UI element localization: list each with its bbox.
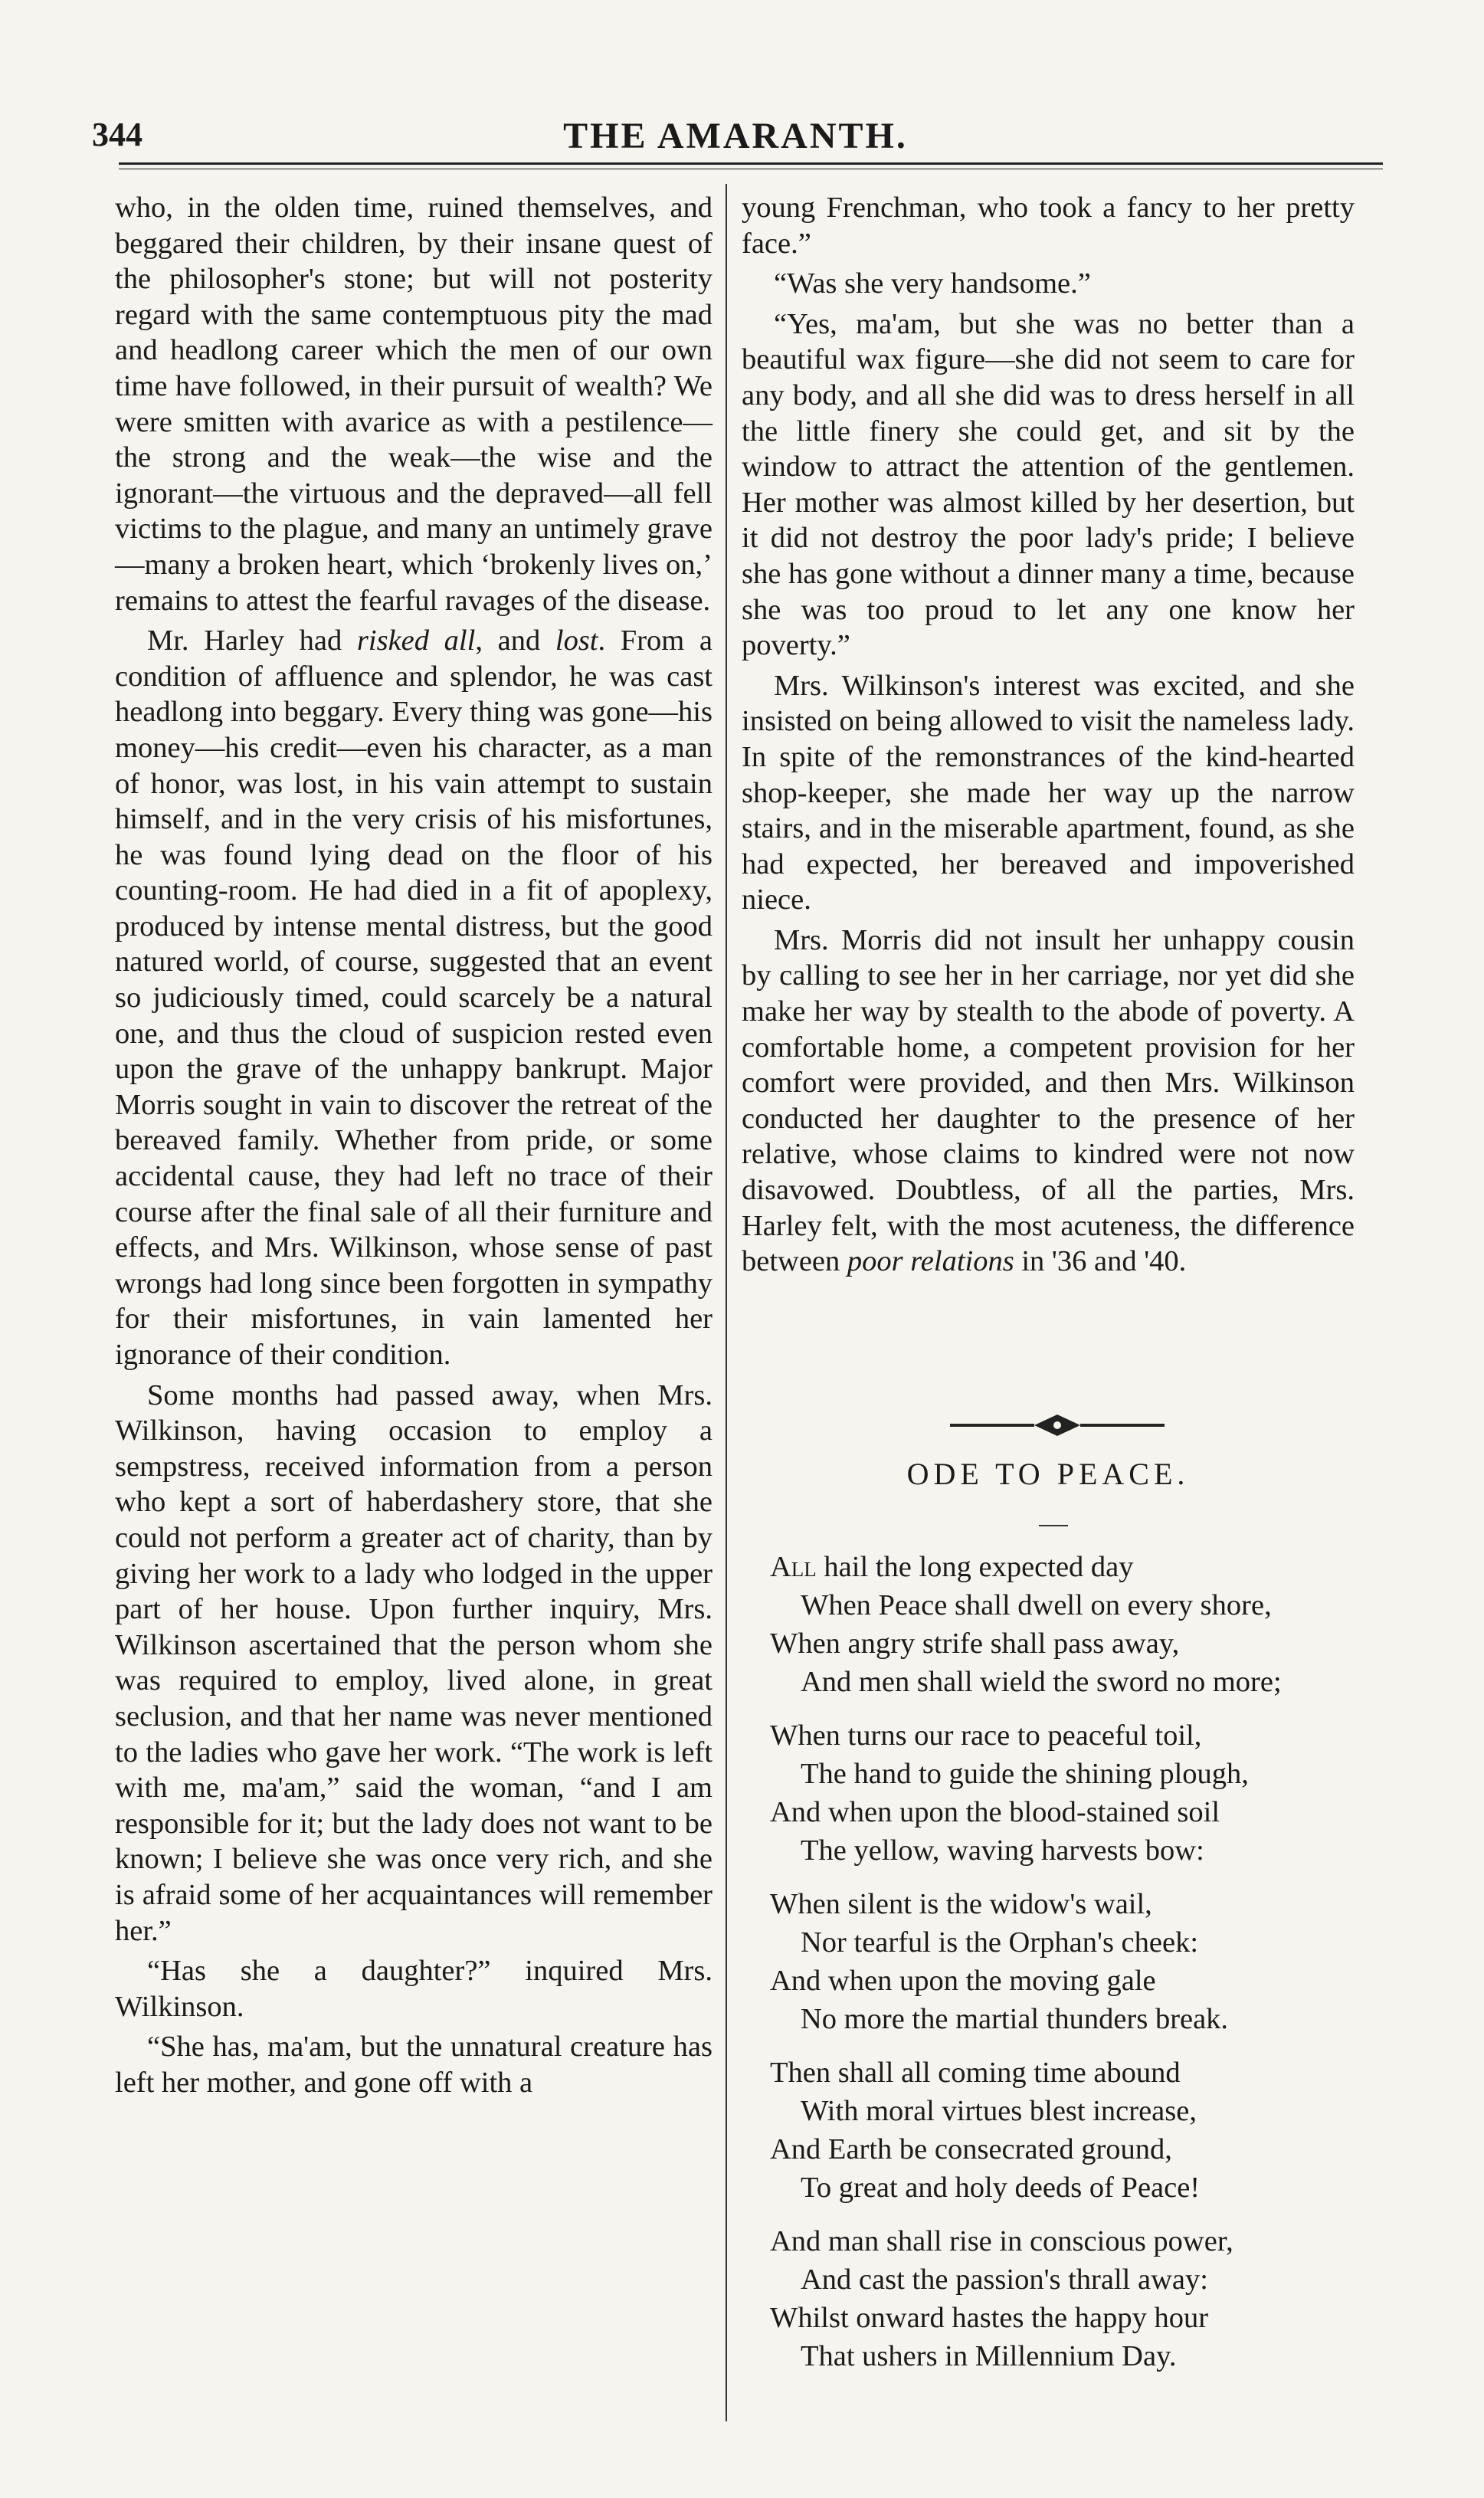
poem-line: When Peace shall dwell on every shore, [801,1589,1272,1621]
poem-line: That ushers in Millennium Day. [801,2340,1177,2372]
running-title: THE AMARANTH. [563,116,908,156]
poem-line: Whilst onward hastes the happy hour [770,2302,1209,2334]
poem-line: And men shall wield the sword no more; [801,1666,1282,1698]
right-paragraph-4: Mrs. Wilkinson's interest was excited, and she insisted on being allowed to visit the nameless lady. In spite of the remonstrances of the kind-hearted shop-keeper, she made her way up the narrow stairs, and in the miserable apartment, found, as she had expected, her bereaved and impoverished niece. [742,669,1355,916]
left-paragraph-2: Mr. Harley had risked all, and lost. From a condition of affluence and splendor, he was cast headlong into beggary. Every thing was gone—his money—his credit—even his character, as a man of honor, was lost, in his vain attempt to sustain himself, and in the very crisis of his misfortunes, he was found lying dead on the floor of his counting-room. He had died in a fit of apoplexy, produced by intense mental distress, but the good natured world, of course, suggested that an event so judiciously timed, could scarcely be a natural one, and thus the cloud of suspicion rested even upon the grave of the unhappy bankrupt. Major Morris sought in vain to discover the retreat of the bereaved family. Whether from pride, or some accidental cause, they had left no trace of their course after the final sale of all their furniture and effects, and Mrs. Wilkinson, whose sense of past wrongs had long since been forgotten in sympathy for their misfortunes, in vain lamented her ignorance of their condition. [115,624,713,1371]
column-divider [726,184,727,2421]
poem-line: When turns our race to peaceful toil, [770,1719,1202,1752]
poem-line: When angry strife shall pass away, [770,1628,1180,1660]
left-paragraph-1: who, in the olden time, ruined themselves, and beggared their children, by their insane quest of the philosopher's stone; but will not posterity regard with the same contemptuous pity the mad and headlong career which the men of our own time have followed, in their pursuit of wealth? We were smitten with avarice as with a pestilence—the strong and the weak—the wise and the ignorant—the virtuous and the depraved—all fell victims to the plague, and many an untimely grave—many a broken heart, which ‘brokenly lives on,’ remains to attest the fearful ravages of the disease. [115,192,713,617]
poem-stanza-2 [770,1716,1368,1870]
poem-line: And when upon the blood-stained soil [770,1796,1220,1828]
poem-stanza-3 [770,1885,1368,2038]
poem-line: The hand to guide the shining plough, [801,1758,1249,1790]
header-rule [119,162,1383,165]
poem-line: All hail the long expected day [770,1551,1134,1583]
poem-line: And man shall rise in conscious power, [770,2225,1233,2257]
left-column [115,190,713,2100]
poem-body [770,1548,1368,2391]
right-paragraph-5: Mrs. Morris did not insult her unhappy cousin by calling to see her in her carriage, nor yet did she make her way by stealth to the abode of poverty. A comfortable home, a competent provision for her comfort were provided, and then Mrs. Wilkinson conducted her daughter to the presence of her relative, whose claims to kindred were not now disavowed. Doubtless, of all the parties, Mrs. Harley felt, with the most acuteness, the difference between poor relations in '36 and '40. [742,923,1355,1278]
poem-line: And Earth be consecrated ground, [770,2133,1172,2165]
right-paragraph-3: “Yes, ma'am, but she was no better than a beautiful wax figure—she did not seem to care for any body, and all she did was to dress herself in all the little finery she could get, and sit by the window to attract the attention of the gentlemen. Her mother was almost killed by her desertion, but it did not destroy the poor lady's pride; I believe she has gone without a dinner many a time, because she was too proud to let any one know her poverty.” [742,307,1355,662]
left-paragraph-5: “She has, ma'am, but the unnatural creature has left her mother, and gone off with a [115,2031,713,2099]
poem-stanza-4 [770,2054,1368,2207]
poem-line: Then shall all coming time abound [770,2057,1181,2089]
poem-line: Nor tearful is the Orphan's cheek: [801,1926,1199,1959]
poem-line: With moral virtues blest increase, [801,2095,1197,2127]
left-paragraph-3: Some months had passed away, when Mrs. Wilkinson, having occasion to employ a sempstress, received information from a person who kept a sort of haberdashery store, that she could not perform a greater act of charity, than by giving her work to a lady who lodged in the upper part of her house. Upon further inquiry, Mrs. Wilkinson ascertained that the person whom she was required to employ, lived alone, in great seclusion, and that her name was never mentioned to the ladies who gave her work. “The work is left with me, ma'am,” said the woman, “and I am responsible for it; but the lady does not want to be known; I believe she was once very rich, and she is afraid some of her acquaintances will remember her.” [115,1378,713,1947]
left-paragraph-4: “Has she a daughter?” inquired Mrs. Wilkinson. [115,1955,713,2023]
poem-stanza-1 [770,1548,1368,1701]
poem-line: The yellow, waving harvests bow: [801,1834,1204,1867]
right-paragraph-2: “Was she very handsome.” [774,267,1091,300]
right-paragraph-1: young Frenchman, who took a fancy to her pretty face.” [742,192,1355,260]
poem-title: ODE TO PEACE. [906,1457,1190,1491]
poem-line: And when upon the moving gale [770,1965,1156,1997]
page-header [92,115,1379,169]
poem-line: When silent is the widow's wail, [770,1888,1152,1920]
poem-line: To great and holy deeds of Peace! [801,2172,1201,2204]
poem-line: No more the martial thunders break. [801,2003,1229,2035]
fleuron-ornament-icon [950,1410,1165,1441]
right-column [742,190,1355,1280]
page-number: 344 [92,116,143,153]
title-dash [1039,1525,1068,1526]
poem-stanza-5 [770,2222,1368,2375]
poem-line: And cast the passion's thrall away: [801,2264,1208,2296]
